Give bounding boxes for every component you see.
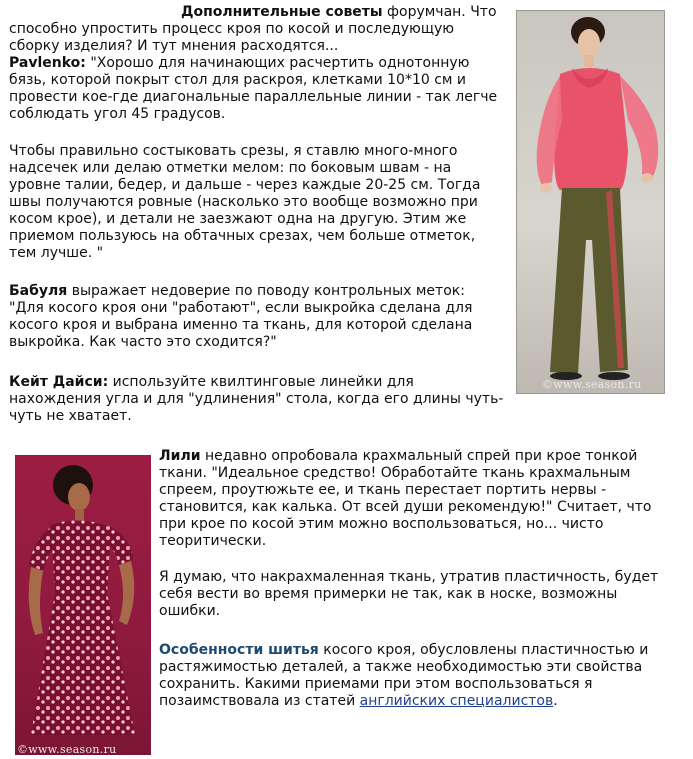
model-photo-floral-dress — [15, 455, 151, 755]
watermark-photo2: ©www.season.ru — [17, 743, 117, 755]
pavlenko-quote: Pavlenko: "Хорошо для начинающих расчертить однотонную бязь, которой покрыт стол для раскроя, клетками 10*10 см и провести кое-где диагональные параллельные линии - так легче соблюдать угол 45 градусов. — [9, 55, 498, 122]
floral-dress-illustration — [15, 455, 151, 755]
model-photo-blouse-trousers — [516, 10, 665, 394]
intro-heading: Дополнительные советы — [181, 4, 383, 20]
author-pavlenko: Pavlenko: — [9, 55, 86, 71]
kate-daisy-quote: Кейт Дайси: используйте квилтинговые линейки для нахождения угла и для "удлинения" стола, когда его длины чуть- чуть не хватает. — [9, 374, 504, 424]
sewing-features-heading: Особенности шитья — [159, 642, 319, 658]
babulya-quote: Бабуля выражает недоверие по поводу контрольных меток: "Для косого кроя они "работают", если выкройка сделана для косого кроя и выбрана именно та ткань, для которой сделана выкройка. Как часто это сходится?" — [9, 283, 473, 350]
intro-paragraph: Дополнительные советы форумчан. Что способно упростить процесс кроя по косой и последующую сборку изделия? И тут мнения расходятся... — [9, 4, 497, 54]
watermark-photo1: ©www.season.ru — [542, 378, 642, 391]
model-figure-illustration — [516, 10, 665, 394]
english-specialists-link[interactable]: английских специалистов — [359, 693, 554, 709]
author-babulya: Бабуля — [9, 283, 68, 299]
lili-quote: Лили недавно опробовала крахмальный спрей при крое тонкой ткани. "Идеальное средство! Обработайте ткань крахмальным спреем, проутюжьте ее, и ткань перестает портить нервы - становится, как калька. От всей души рекомендую!" Считает, что при крое по косой этим можно воспользоваться, но... чисто теоритически. — [159, 448, 652, 549]
starch-opinion: Я думаю, что накрахмаленная ткань, утратив пластичность, будет себя вести во время примерки не так, как в носке, возможны ошибки. — [159, 569, 659, 619]
sewing-features: Особенности шитья косого кроя, обусловлены пластичностью и растяжимостью деталей, а также необходимостью эти свойства сохранить. Какими приемами при этом воспользоваться я позаимствовала из статей английских специалистов. — [159, 642, 649, 709]
author-lili: Лили — [159, 448, 201, 464]
author-kate-daisy: Кейт Дайси: — [9, 374, 109, 390]
notches-paragraph: Чтобы правильно состыковать срезы, я ставлю много-много надсечек или делаю отметки мелом: по боковым швам - на уровне талии, бедер, и дальше - через каждые 20-25 см. Тогда швы получаются ровные (насколько это вообще возможно при косом крое), и детали не заезжают одна на другую. Этим же приемом пользуюсь на обтачных срезах, чем больше отметок, тем лучше. " — [9, 143, 481, 261]
